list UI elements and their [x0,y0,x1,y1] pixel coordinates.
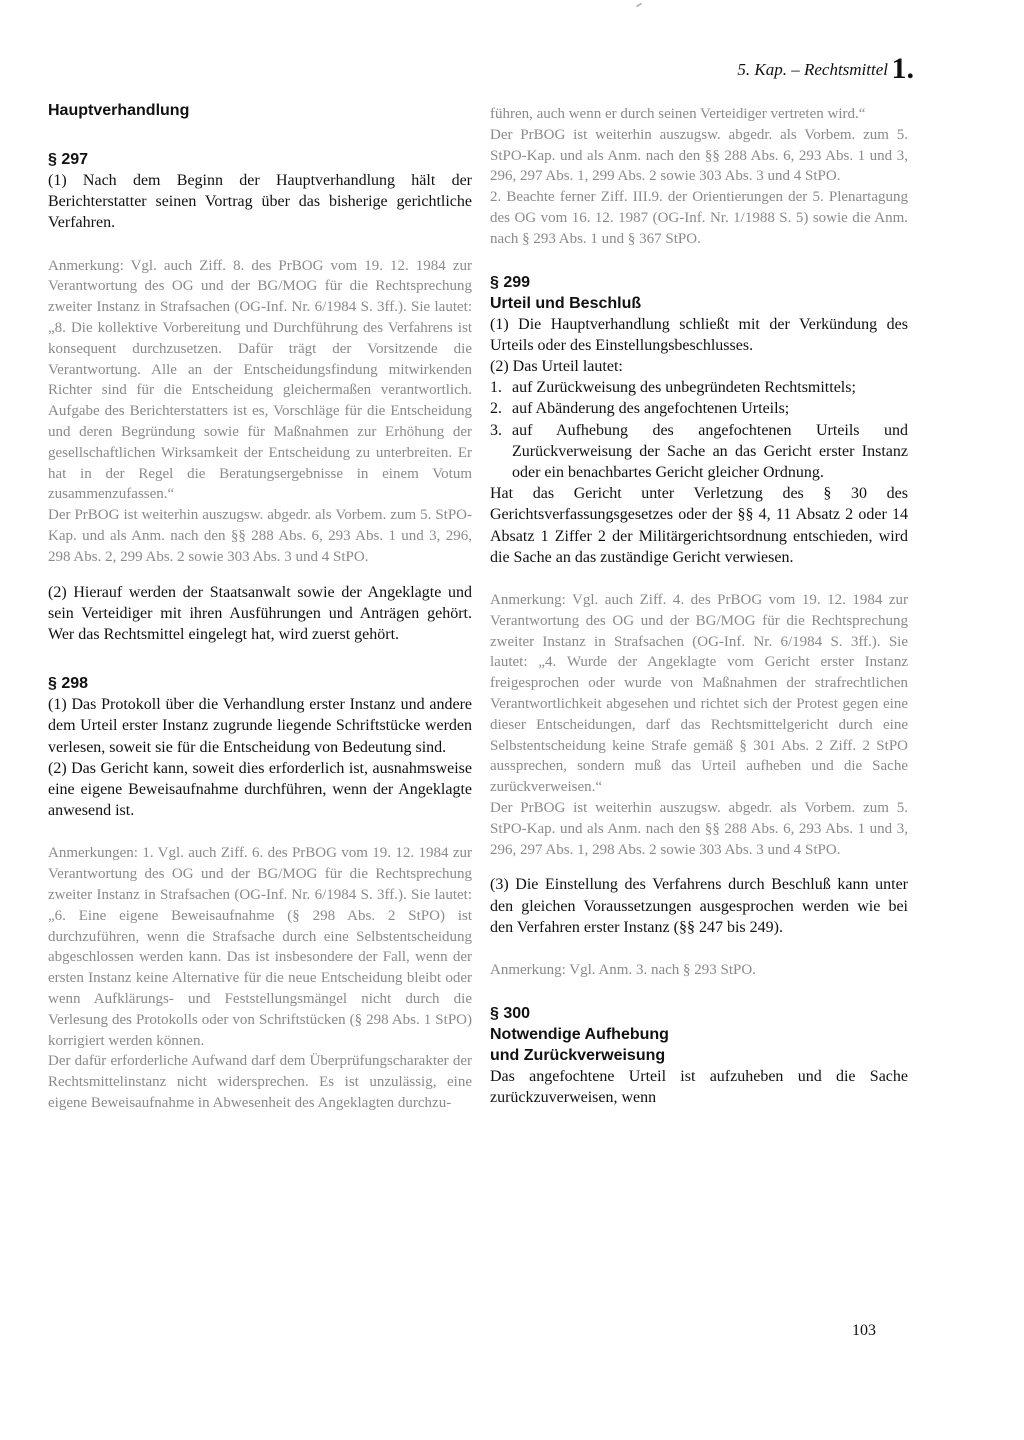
annotation-298-b: Der dafür erforderliche Aufwand darf dem Überprüfungscharakter der Rechtsmittelinstanz nicht widersprechen. Es ist unzulässig, eine eigene Beweisaufnahme in Abwesenheit des Angeklagten durchzu- [48,1053,472,1111]
annotation-299-c: Anmerkung: Vgl. Anm. 3. nach § 293 StPO. [490,961,756,978]
paragraph-299-subtitle: Urteil und Beschluß [490,294,642,312]
chapter-number: 1. [891,52,914,85]
list-item [490,420,908,484]
list-item-number: 1. [490,379,502,397]
chapter-title: 5. Kap. – Rechtsmittel [737,60,888,79]
list-item-number: 2. [490,400,502,418]
paragraph-300-subtitle-2: und Zurückverweisung [490,1046,666,1064]
list-item-number: 3. [490,421,502,439]
annotation-298-a: Anmerkungen: 1. Vgl. auch Ziff. 6. des PrBOG vom 19. 12. 1984 zur Verantwortung des OG und der BG/MOG für die Rechtsprechung zweiter Instanz in Strafsachen (OG-Inf. Nr. 6/1984 S. 3ff.). Sie lautet: „6. Eine eigene Beweisaufnahme (§ 298 Abs. 2 StPO) ist durchzuführen, wenn die Strafsache durch eine Selbstentscheidung abgeschlossen werden kann. Das ist insbesondere der Fall, wenn der ersten Instanz keine Alternative für die neue Entscheidung bleibt oder wenn Aufklärungs- und Feststellungsmängel nicht durch die Verlesung des Protokolls oder von Schriftstücken (§ 298 Abs. 1 StPO) korrigiert werden können. [48,845,472,1049]
page-number: 103 [852,1322,876,1339]
paragraph-299-2: (2) Das Urteil lautet: [490,357,623,375]
verdict-list [490,377,908,483]
paragraph-299-1: (1) Die Hauptverhandlung schließt mit der Verkündung des Urteils oder des Einstellungsbeschlusses. [490,315,908,354]
paragraph-299-3: Hat das Gericht unter Verletzung des § 30 des Gerichtsverfassungsgesetzes oder der §§ 4, 11 Absatz 2 oder 14 Absatz 1 Ziffer 2 der Militärgerichtsordnung entschieden, wird die Sache an das zuständige Gericht verwiesen. [490,485,908,566]
annotation-299-b: Der PrBOG ist weiterhin auszugsw. abgedr. als Vorbem. zum 5. StPO-Kap. und als Anm. nach den §§ 288 Abs. 6, 293 Abs. 1 und 3, 296, 297 Abs. 1, 298 Abs. 2 sowie 303 Abs. 3 und 4 StPO. [490,799,908,858]
list-item-text: auf Zurückweisung des unbegründeten Rechtsmittels; [512,379,856,397]
scan-mark [636,3,642,8]
paragraph-299-heading: § 299 [490,273,531,291]
paragraph-297-1: (1) Nach dem Beginn der Hauptverhandlung hält der Berichterstatter seinen Vortrag über das bisherige gerichtliche Verfahren. [48,172,472,232]
paragraph-297-heading: § 297 [48,151,89,168]
paragraph-298-heading: § 298 [48,675,89,693]
left-column [48,100,472,1114]
annotation-298-c: Der PrBOG ist weiterhin auszugsw. abgedr. als Vorbem. zum 5. StPO-Kap. und als Anm. nach den §§ 288 Abs. 6, 293 Abs. 1 und 3, 296, 297 Abs. 1, 299 Abs. 2 sowie 303 Abs. 3 und 4 StPO. [490,126,908,185]
annotation-297-b: Der PrBOG ist weiterhin auszugsw. abgedr. als Vorbem. zum 5. StPO-Kap. und als Anm. nach den §§ 288 Abs. 6, 293 Abs. 1 und 3, 296, 298 Abs. 2, 299 Abs. 2 sowie 303 Abs. 3 und 4 StPO. [48,507,472,565]
list-item-text: auf Abänderung des angefochtenen Urteils; [512,400,790,418]
section-title: Hauptverhandlung [48,102,190,119]
right-column [490,104,908,1108]
paragraph-300-heading: § 300 [490,1004,531,1022]
annotation-298-d: 2. Beachte ferner Ziff. III.9. der Orientierungen der 5. Plenartagung des OG vom 16. 12. 1987 (OG-Inf. Nr. 1/1988 S. 5) sowie die Anm. nach § 293 Abs. 1 und § 367 StPO. [490,189,908,247]
list-item [490,398,908,419]
running-header [0,52,1024,86]
paragraph-300-subtitle-1: Notwendige Aufhebung [490,1025,669,1043]
annotation-298-continued: führen, auch wenn er durch seinen Verteidiger vertreten wird.“ [490,106,866,122]
paragraph-300-1: Das angefochtene Urteil ist aufzuheben und die Sache zurückzuverweisen, wenn [490,1067,908,1106]
paragraph-298-2: (2) Das Gericht kann, soweit dies erforderlich ist, ausnahmsweise eine eigene Beweisaufnahme durchführen, wenn der Angeklagte anwesend ist. [48,759,472,820]
paragraph-298-1: (1) Das Protokoll über die Verhandlung erster Instanz und andere dem Urteil erster Instanz zugrunde liegende Schriftstücke werden verlesen, soweit sie für die Entscheidung von Bedeutung sind. [48,696,472,756]
list-item-text: auf Aufhebung des angefochtenen Urteils und Zurückverweisung der Sache an das Gericht erster Instanz oder ein benachbartes Gericht gleicher Ordnung. [512,421,908,481]
annotation-299-a: Anmerkung: Vgl. auch Ziff. 4. des PrBOG vom 19. 12. 1984 zur Verantwortung des OG und der BG/MOG für die Rechtsprechung zweiter Instanz in Strafsachen (OG-Inf. Nr. 6/1984 S. 3ff.). Sie lautet: „4. Wurde der Angeklagte vom Gericht erster Instanz freigesprochen oder wurde von Maßnahmen der strafrechtlichen Verantwortlichkeit abgesehen und richtet sich der Protest gegen eine dieser Entscheidungen, darf das Rechtsmittelgericht durch eine Selbstentscheidung keine Strafe gemäß § 301 Abs. 2 Ziff. 2 StPO aussprechen, sondern muß das Urteil aufheben und die Sache zurückverweisen.“ [490,592,908,796]
annotation-297-a: Anmerkung: Vgl. auch Ziff. 8. des PrBOG vom 19. 12. 1984 zur Verantwortung des OG und der BG/MOG für die Rechtsprechung zweiter Instanz in Strafsachen (OG-Inf. Nr. 6/1984 S. 3ff.). Sie lautet: „8. Die kollektive Vorbereitung und Durchführung des Verfahrens ist konsequent durchzusetzen. Dafür trägt der Vorsitzende die Verantwortung. Alle an der Entscheidungsfindung mitwirkenden Richter sind für die Entscheidung gleichermaßen verantwortlich. Aufgabe des Berichterstatters ist es, Vorschläge für die Entscheidung und deren Begründung sowie für Maßnahmen zur Erhöhung der gesellschaftlichen Wirksamkeit der Entscheidung zu unterbreiten. Er hat in der Regel die Beratungsergebnisse in einem Votum zusammenzufassen.“ [48,257,472,503]
paragraph-299-4: (3) Die Einstellung des Verfahrens durch Beschluß kann unter den gleichen Voraussetzungen ausgesprochen werden wie bei den Verfahren erster Instanz (§§ 247 bis 249). [490,876,908,936]
list-item [490,377,908,398]
paragraph-297-2: (2) Hierauf werden der Staatsanwalt sowie der Angeklagte und sein Verteidiger mit ihren Ausführungen und Anträgen gehört. Wer das Rechtsmittel eingelegt hat, wird zuerst gehört. [48,583,472,643]
